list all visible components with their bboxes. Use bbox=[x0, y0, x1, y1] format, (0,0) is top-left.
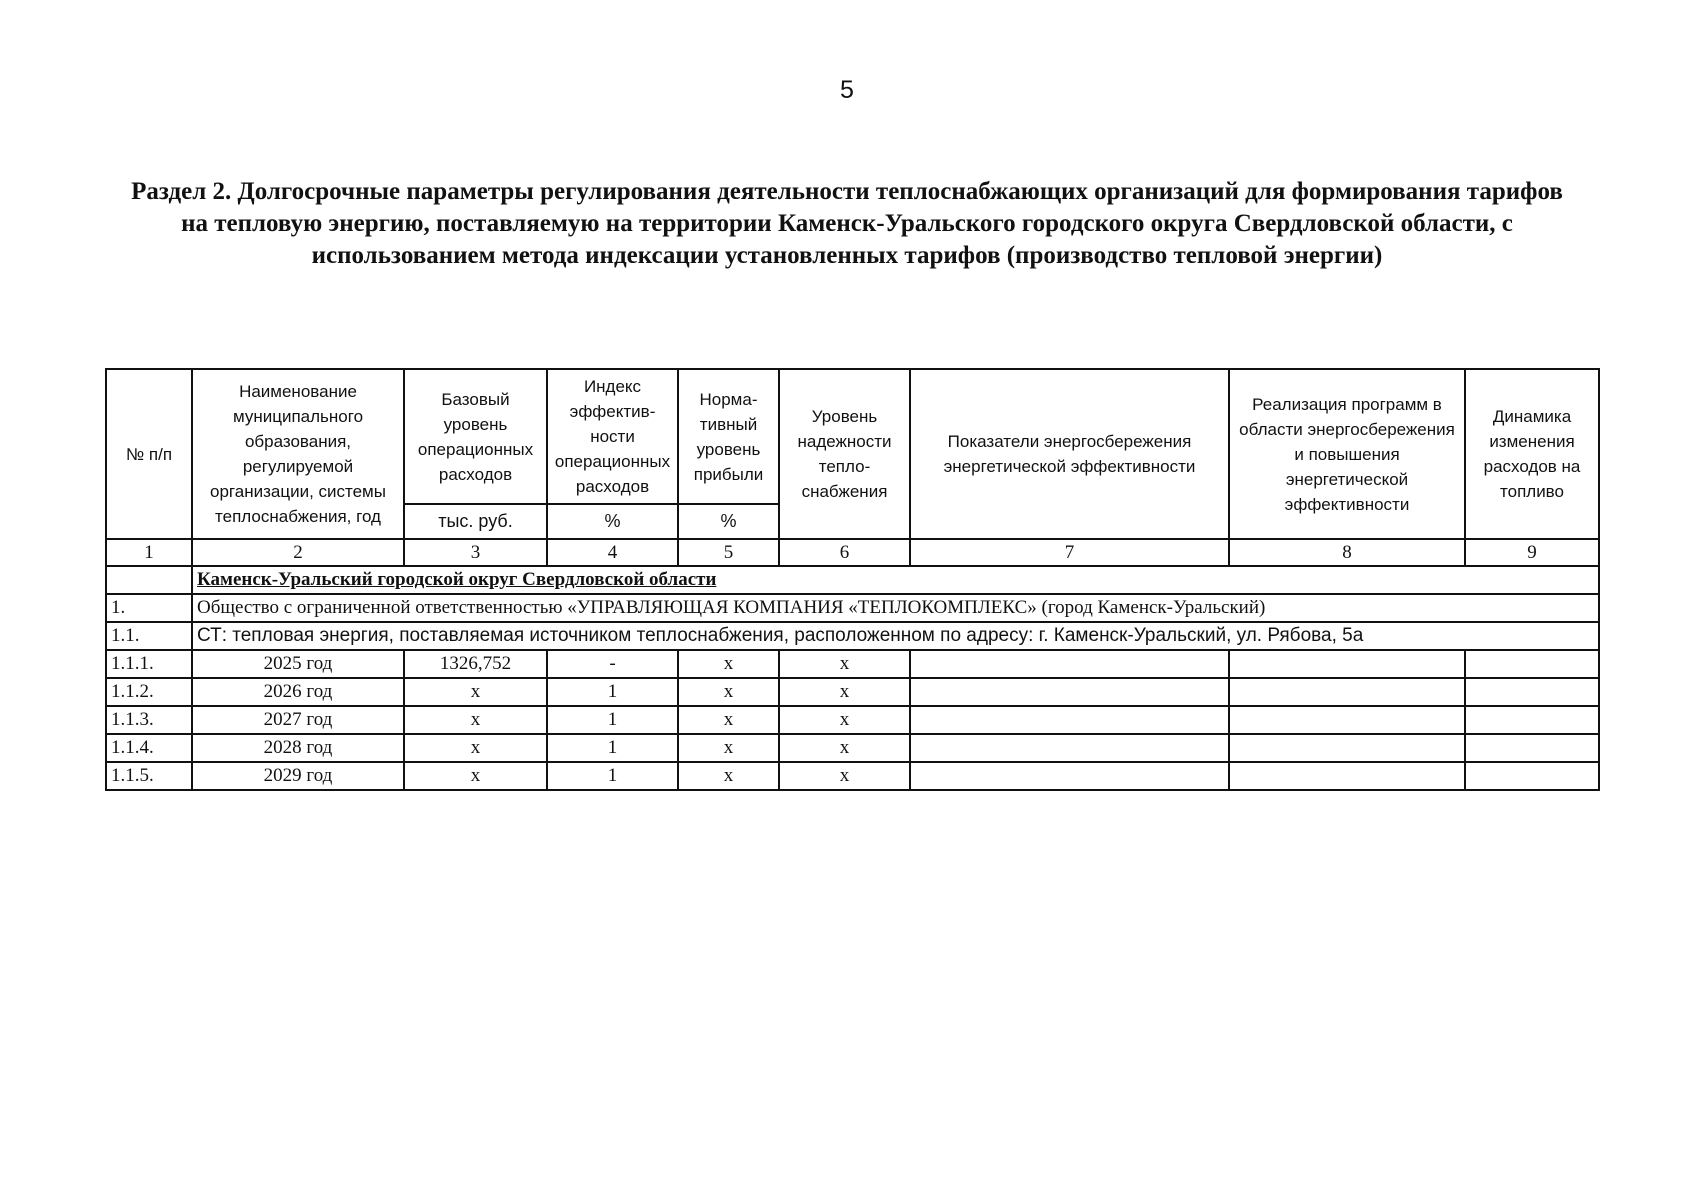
section-title: Раздел 2. Долгосрочные параметры регулирования деятельности теплоснабжающих организаций для формирования тарифов на тепловую энергию, поставляемую на территории Каменск-Уральского городского округа Свердловской области, с использованием метода индексации установленных тарифов (производство тепловой энергии) bbox=[131, 178, 1563, 269]
row-base-opex: 1326,752 bbox=[404, 650, 547, 678]
region-num-cell bbox=[106, 566, 192, 594]
row-reliability: х bbox=[779, 734, 910, 762]
row-year: 2026 год bbox=[192, 678, 404, 706]
column-number: 2 bbox=[192, 539, 404, 566]
system-num: 1.1. bbox=[106, 622, 192, 650]
row-reliability: х bbox=[779, 762, 910, 790]
row-fuel-dynamics bbox=[1465, 762, 1599, 790]
table-row bbox=[106, 650, 1599, 678]
row-programs bbox=[1229, 734, 1465, 762]
row-programs bbox=[1229, 706, 1465, 734]
column-number: 9 bbox=[1465, 539, 1599, 566]
row-energy-indicators bbox=[910, 678, 1229, 706]
header-base-opex: Базовый уровень операционных расходов bbox=[404, 369, 547, 504]
column-numbers-row bbox=[106, 539, 1599, 566]
row-profit-level: х bbox=[678, 650, 779, 678]
row-energy-indicators bbox=[910, 706, 1229, 734]
org-num: 1. bbox=[106, 594, 192, 622]
row-efficiency-index: - bbox=[547, 650, 678, 678]
row-fuel-dynamics bbox=[1465, 678, 1599, 706]
row-energy-indicators bbox=[910, 734, 1229, 762]
system-row bbox=[106, 622, 1599, 650]
unit-efficiency-index: % bbox=[547, 504, 678, 539]
column-number: 3 bbox=[404, 539, 547, 566]
row-reliability: х bbox=[779, 706, 910, 734]
row-year: 2029 год bbox=[192, 762, 404, 790]
row-reliability: х bbox=[779, 650, 910, 678]
header-programs: Реализация программ в области энергосбережения и повышения энергетической эффективности bbox=[1229, 369, 1465, 539]
row-num: 1.1.4. bbox=[106, 734, 192, 762]
row-efficiency-index: 1 bbox=[547, 762, 678, 790]
row-base-opex: х bbox=[404, 706, 547, 734]
column-number: 6 bbox=[779, 539, 910, 566]
header-row bbox=[106, 369, 1599, 504]
row-fuel-dynamics bbox=[1465, 706, 1599, 734]
row-year: 2027 год bbox=[192, 706, 404, 734]
row-num: 1.1.3. bbox=[106, 706, 192, 734]
row-num: 1.1.1. bbox=[106, 650, 192, 678]
row-efficiency-index: 1 bbox=[547, 678, 678, 706]
column-number: 8 bbox=[1229, 539, 1465, 566]
row-programs bbox=[1229, 678, 1465, 706]
column-number: 7 bbox=[910, 539, 1229, 566]
row-energy-indicators bbox=[910, 650, 1229, 678]
row-fuel-dynamics bbox=[1465, 650, 1599, 678]
system-name: СТ: тепловая энергия, поставляемая источником теплоснабжения, расположенном по адресу: г. Каменск-Уральский, ул. Рябова, 5а bbox=[192, 622, 1599, 650]
row-num: 1.1.5. bbox=[106, 762, 192, 790]
row-base-opex: х bbox=[404, 762, 547, 790]
header-profit-level: Нормативный уровень прибыли bbox=[678, 369, 779, 504]
row-profit-level: х bbox=[678, 734, 779, 762]
header-reliability: Уровень надежности теплоснабжения bbox=[779, 369, 910, 539]
header-fuel-dynamics: Динамика изменения расходов на топливо bbox=[1465, 369, 1599, 539]
column-number: 4 bbox=[547, 539, 678, 566]
row-base-opex: х bbox=[404, 734, 547, 762]
header-name: Наименование муниципального образования, регулируемой организации, системы теплоснабжения, год bbox=[192, 369, 404, 539]
region-name: Каменск-Уральский городской округ Свердловской области bbox=[197, 569, 717, 590]
row-num: 1.1.2. bbox=[106, 678, 192, 706]
table-row bbox=[106, 706, 1599, 734]
row-fuel-dynamics bbox=[1465, 734, 1599, 762]
row-programs bbox=[1229, 650, 1465, 678]
row-programs bbox=[1229, 762, 1465, 790]
table-row bbox=[106, 734, 1599, 762]
header-efficiency-index: Индекс эффективности операционных расходов bbox=[547, 369, 678, 504]
row-reliability: х bbox=[779, 678, 910, 706]
row-base-opex: х bbox=[404, 678, 547, 706]
header-num: № п/п bbox=[106, 369, 192, 539]
row-efficiency-index: 1 bbox=[547, 706, 678, 734]
row-efficiency-index: 1 bbox=[547, 734, 678, 762]
unit-profit-level: % bbox=[678, 504, 779, 539]
organization-row bbox=[106, 594, 1599, 622]
row-profit-level: х bbox=[678, 706, 779, 734]
parameters-table bbox=[105, 368, 1600, 791]
column-number: 1 bbox=[106, 539, 192, 566]
column-number: 5 bbox=[678, 539, 779, 566]
unit-base-opex: тыс. руб. bbox=[404, 504, 547, 539]
header-energy-indicators: Показатели энергосбережения энергетической эффективности bbox=[910, 369, 1229, 539]
table-row bbox=[106, 678, 1599, 706]
row-year: 2028 год bbox=[192, 734, 404, 762]
row-profit-level: х bbox=[678, 762, 779, 790]
region-row bbox=[106, 566, 1599, 594]
table-row bbox=[106, 762, 1599, 790]
org-name: Общество с ограниченной ответственностью «УПРАВЛЯЮЩАЯ КОМПАНИЯ «ТЕПЛОКОМПЛЕКС» (город Каменск-Уральский) bbox=[192, 594, 1599, 622]
row-year: 2025 год bbox=[192, 650, 404, 678]
row-profit-level: х bbox=[678, 678, 779, 706]
row-energy-indicators bbox=[910, 762, 1229, 790]
page-number: 5 bbox=[840, 76, 854, 104]
